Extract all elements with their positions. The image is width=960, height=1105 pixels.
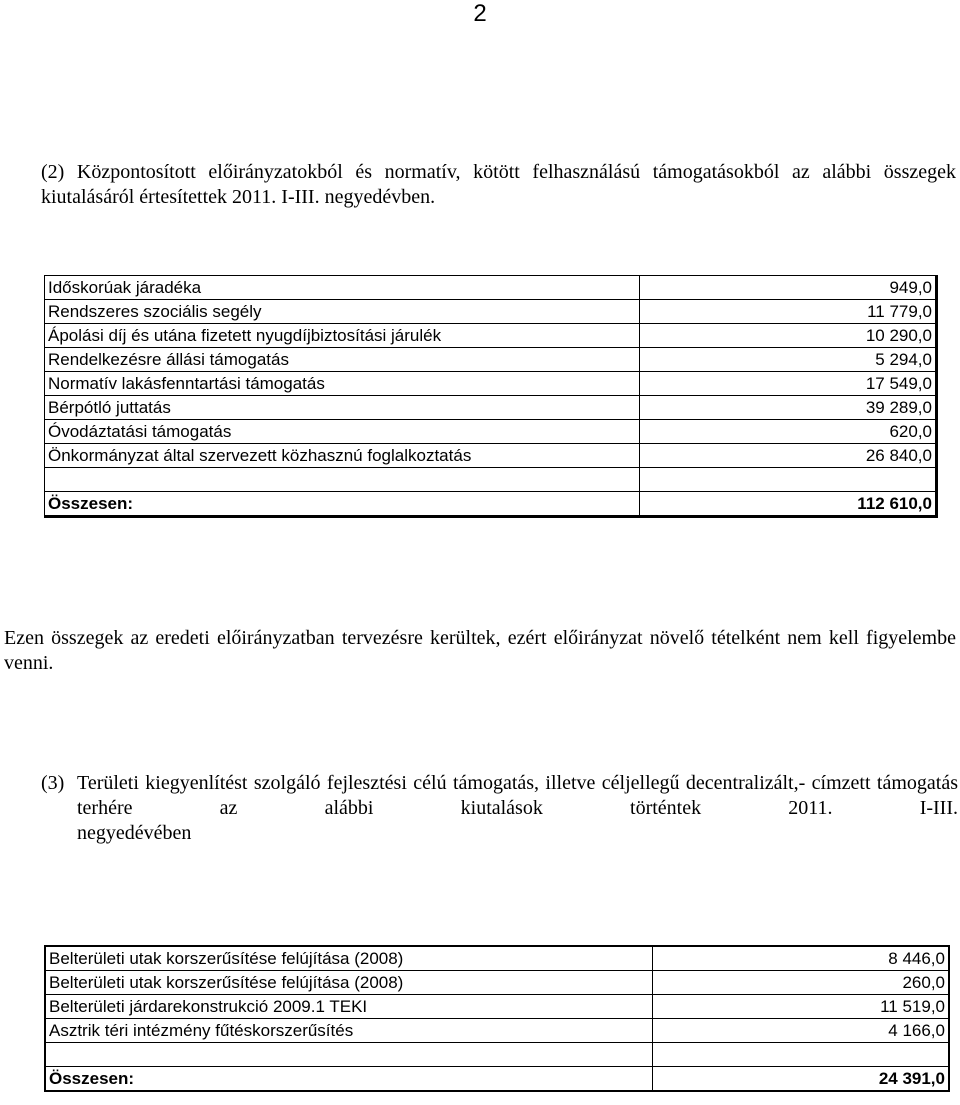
table-row: [45, 348, 937, 372]
paragraph-3: [41, 771, 958, 846]
page-number: 2: [473, 0, 487, 27]
allocations-table: [44, 275, 938, 518]
row-value: 620,0: [640, 420, 937, 444]
row-value: 949,0: [640, 276, 937, 300]
table-row: [45, 971, 949, 995]
blank-cell: [640, 468, 937, 492]
table-row: [45, 1019, 949, 1043]
blank-cell: [45, 468, 640, 492]
table-row: [45, 324, 937, 348]
development-grants-table: [44, 945, 950, 1092]
blank-cell: [653, 1043, 950, 1067]
paragraph-note: Ezen összegek az eredeti előirányzatban tervezésre kerültek, ezért előirányzat növelő tételként nem kell figyelembe venni.: [4, 627, 956, 674]
row-label: Rendelkezésre állási támogatás: [45, 348, 640, 372]
row-value: 10 290,0: [640, 324, 937, 348]
row-label: Időskorúak járadéka: [45, 276, 640, 300]
blank-cell: [45, 1043, 653, 1067]
total-label: Összesen:: [45, 1067, 653, 1092]
row-label: Belterületi járdarekonstrukció 2009.1 TEKI: [45, 995, 653, 1019]
table-row: [45, 995, 949, 1019]
paragraph-2-intro: (2) Központosított előirányzatokból és normatív, kötött felhasználású támogatásokból az alábbi összegek kiutalásáról értesítettek 2011. I-III. negyedévben.: [41, 161, 956, 208]
row-value: 26 840,0: [640, 444, 937, 468]
paragraph-3-last-line: negyedévében: [77, 822, 192, 844]
row-value: 17 549,0: [640, 372, 937, 396]
row-label: Óvodáztatási támogatás: [45, 420, 640, 444]
row-label: Normatív lakásfenntartási támogatás: [45, 372, 640, 396]
row-label: Ápolási díj és utána fizetett nyugdíjbiztosítási járulék: [45, 324, 640, 348]
row-value: 11 519,0: [653, 995, 950, 1019]
row-label: Rendszeres szociális segély: [45, 300, 640, 324]
table-row: [45, 396, 937, 420]
table-row: [45, 300, 937, 324]
total-label: Összesen:: [45, 492, 640, 517]
total-row: [45, 492, 937, 517]
row-value: 11 779,0: [640, 300, 937, 324]
total-value: 24 391,0: [653, 1067, 950, 1092]
table-row: [45, 946, 949, 971]
table-row: [45, 276, 937, 300]
paragraph-3-number: (3): [41, 772, 65, 794]
total-row: [45, 1067, 949, 1092]
blank-row: [45, 1043, 949, 1067]
table-row: [45, 444, 937, 468]
paragraph-3-text: Területi kiegyenlítést szolgáló fejlesztési célú támogatás, illetve céljellegű decentralizált,- címzett támogatás terhére az alábbi kiutalások történtek 2011. I-III.: [77, 772, 958, 819]
total-value: 112 610,0: [640, 492, 937, 517]
row-value: 260,0: [653, 971, 950, 995]
row-label: Önkormányzat által szervezett közhasznú foglalkoztatás: [45, 444, 640, 468]
row-label: Belterületi utak korszerűsítése felújítása (2008): [45, 971, 653, 995]
table-row: [45, 420, 937, 444]
row-value: 5 294,0: [640, 348, 937, 372]
row-label: Asztrik téri intézmény fűtéskorszerűsítés: [45, 1019, 653, 1043]
blank-row: [45, 468, 937, 492]
row-value: 39 289,0: [640, 396, 937, 420]
row-value: 8 446,0: [653, 946, 950, 971]
row-label: Bérpótló juttatás: [45, 396, 640, 420]
row-value: 4 166,0: [653, 1019, 950, 1043]
row-label: Belterületi utak korszerűsítése felújítása (2008): [45, 946, 653, 971]
table-row: [45, 372, 937, 396]
